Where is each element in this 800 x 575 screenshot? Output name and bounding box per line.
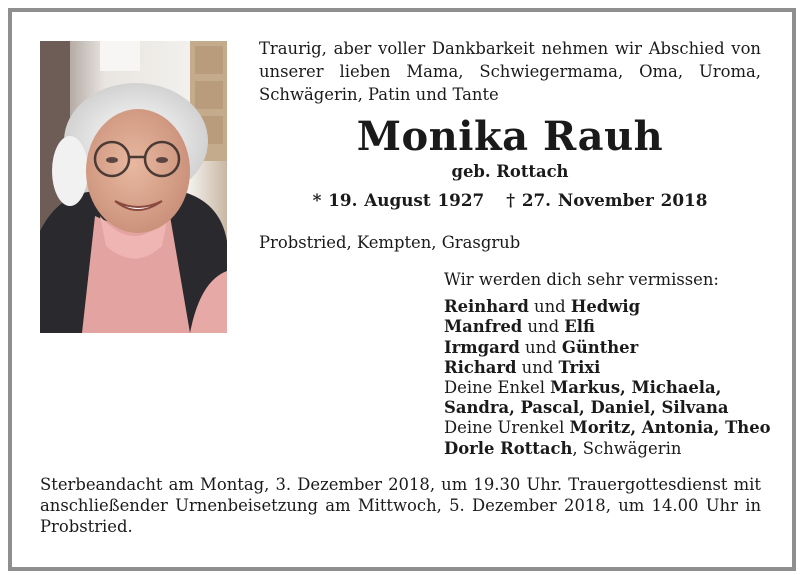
mourner-name: Manfred — [444, 317, 523, 337]
mourner-text: , Schwägerin — [572, 438, 682, 458]
mourner-line — [444, 297, 764, 317]
death-symbol: † — [506, 190, 515, 210]
mourner-name: Günther — [561, 337, 639, 357]
mourner-line — [444, 418, 771, 438]
mourner-name: Richard — [444, 357, 517, 377]
birth-name: geb. Rottach — [451, 162, 569, 181]
deceased-name: Monika Rauh — [356, 113, 664, 160]
birth-symbol: * — [312, 190, 322, 210]
service-text: Sterbeandacht am Montag, 3. Dezember 2018, um 19.30 Uhr. Trauergottesdienst mit anschließender Urnenbeisetzung am Mittwoch, 5. Dezember 2018, um 14.00 Uhr in Probstried. — [40, 475, 761, 536]
mourner-text: und — [522, 317, 565, 337]
mourner-text: Deine Urenkel — [444, 418, 570, 438]
mourner-lines — [444, 297, 771, 459]
mourners-lead: Wir werden dich sehr vermissen: — [444, 270, 719, 289]
intro-text: Traurig, aber voller Dankbarkeit nehmen wir Abschied von unserer lieben Mama, Schwiegermama, Oma, Uroma, Schwägerin, Patin und Tante — [259, 39, 761, 104]
mourner-name: Irmgard — [444, 337, 520, 357]
mourner-text: und — [516, 357, 559, 377]
mourner-line — [444, 317, 764, 337]
portrait-photo — [40, 41, 227, 333]
mourner-line — [444, 398, 764, 418]
mourner-name: Dorle Rottach — [444, 438, 573, 458]
life-dates — [259, 188, 761, 212]
mourner-name: Sandra, Pascal, Daniel, Silvana — [444, 398, 729, 418]
mourner-name: Reinhard — [444, 297, 529, 317]
mourner-line — [444, 378, 764, 398]
mourners-block — [444, 270, 771, 459]
mourner-line — [444, 439, 764, 459]
mourner-line — [444, 358, 764, 378]
mourner-text: Deine Enkel — [444, 378, 551, 398]
portrait-illustration — [40, 41, 227, 333]
mourner-line — [444, 338, 764, 358]
places: Probstried, Kempten, Grasgrub — [259, 233, 521, 252]
mourner-text: und — [519, 337, 562, 357]
birth-date: 19. August 1927 — [328, 190, 485, 210]
mourner-name: Markus, Michaela, — [550, 378, 722, 398]
mourner-name: Hedwig — [570, 297, 641, 317]
mourner-name: Trixi — [558, 357, 601, 377]
mourner-text: und — [528, 297, 571, 317]
mourner-name: Elfi — [564, 317, 595, 337]
death-date: 27. November 2018 — [521, 190, 708, 210]
mourner-name: Moritz, Antonia, Theo — [569, 418, 771, 438]
